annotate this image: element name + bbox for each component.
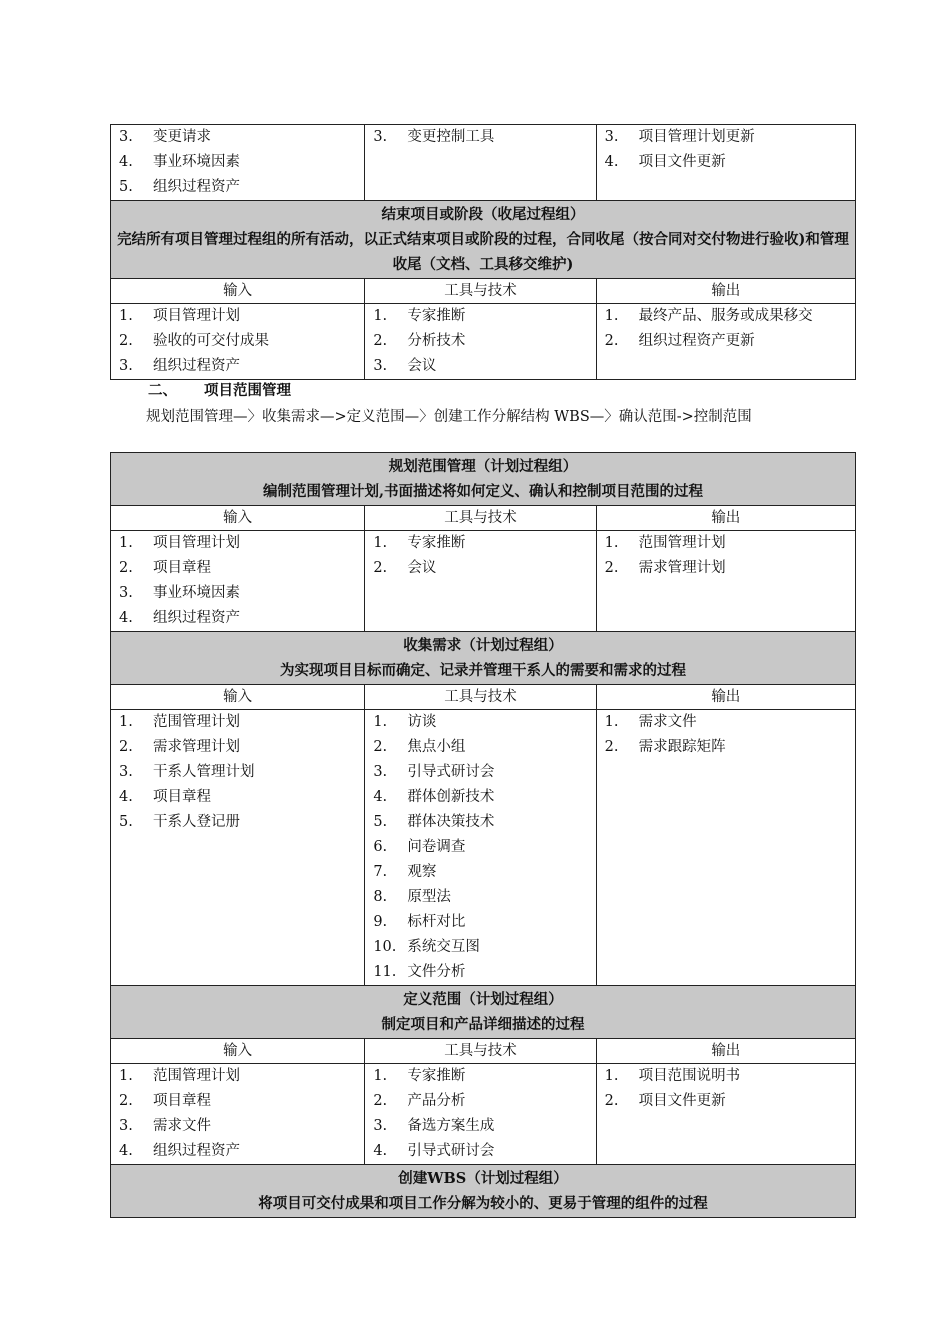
- item-number: 3.: [373, 764, 388, 780]
- item-text: 变更请求: [153, 129, 211, 145]
- item-text: 焦点小组: [407, 739, 466, 755]
- item-number: 1.: [119, 308, 133, 324]
- close-process-table: [110, 124, 856, 380]
- list-item: [597, 304, 855, 329]
- input-cell: [111, 125, 365, 201]
- item-text: 备选方案生成: [407, 1118, 495, 1134]
- item-number: 6.: [373, 839, 388, 855]
- process-header: [111, 201, 856, 279]
- item-text: 产品分析: [407, 1093, 466, 1109]
- section-heading: [148, 379, 291, 400]
- list-item: [365, 735, 595, 760]
- item-number: 4.: [119, 610, 133, 626]
- list-item: [597, 556, 855, 581]
- item-number: 2.: [604, 1093, 619, 1109]
- item-text: 观察: [407, 864, 437, 880]
- section-title: 项目范围管理: [204, 382, 291, 399]
- output-cell: [596, 531, 855, 632]
- item-number: 3.: [373, 1118, 388, 1134]
- item-text: 干系人登记册: [153, 814, 240, 830]
- list-item: [111, 125, 364, 150]
- item-number: 4.: [119, 154, 133, 170]
- item-text: 范围管理计划: [638, 535, 726, 551]
- item-text: 项目管理计划: [153, 308, 240, 324]
- col-output-label: 输出: [596, 1039, 855, 1064]
- col-input-label: 输入: [111, 506, 365, 531]
- process-items-row: [111, 531, 856, 632]
- item-text: 专家推断: [407, 535, 466, 551]
- list-item: [365, 531, 595, 556]
- item-number: 3.: [119, 129, 133, 145]
- list-item: [111, 1114, 364, 1139]
- item-number: 2.: [119, 1093, 133, 1109]
- item-text: 事业环境因素: [153, 154, 240, 170]
- list-item: [365, 1089, 595, 1114]
- item-text: 项目章程: [153, 560, 211, 576]
- list-item: [365, 960, 595, 985]
- list-item: [365, 760, 595, 785]
- output-cell: [596, 304, 855, 380]
- tools-cell: [365, 304, 596, 380]
- tools-cell: [365, 531, 596, 632]
- process-description: 为实现项目目标而确定、记录并管理干系人的需要和需求的过程: [280, 662, 686, 679]
- list-item: [111, 1064, 364, 1089]
- item-number: 1.: [373, 535, 388, 551]
- item-number: 2.: [373, 560, 388, 576]
- list-item: [597, 735, 855, 760]
- item-text: 项目章程: [153, 1093, 211, 1109]
- list-item: [365, 354, 595, 379]
- item-text: 最终产品、服务或成果移交: [638, 308, 813, 324]
- item-text: 需求管理计划: [153, 739, 240, 755]
- item-number: 8.: [373, 889, 388, 905]
- item-number: 1.: [119, 535, 133, 551]
- item-text: 组织过程资产: [153, 179, 240, 195]
- column-header-row: [111, 685, 856, 710]
- item-text: 项目管理计划: [153, 535, 240, 551]
- item-number: 5.: [119, 814, 133, 830]
- list-item: [365, 785, 595, 810]
- item-text: 项目管理计划更新: [638, 129, 755, 145]
- item-text: 会议: [407, 560, 437, 576]
- list-item: [597, 710, 855, 735]
- item-text: 文件分析: [407, 964, 466, 980]
- list-item: [111, 1089, 364, 1114]
- output-cell: [596, 710, 855, 986]
- item-number: 3.: [119, 358, 133, 374]
- item-number: 1.: [373, 308, 388, 324]
- list-item: [111, 785, 364, 810]
- item-text: 验收的可交付成果: [153, 333, 269, 349]
- item-text: 组织过程资产更新: [638, 333, 755, 349]
- item-number: 2.: [604, 333, 619, 349]
- list-item: [365, 835, 595, 860]
- process-items-row: [111, 1064, 856, 1165]
- item-text: 问卷调查: [407, 839, 466, 855]
- col-tools-label: 工具与技术: [365, 1039, 596, 1064]
- scope-management-table: [110, 452, 856, 1218]
- item-text: 事业环境因素: [153, 585, 240, 601]
- col-tools-label: 工具与技术: [365, 279, 596, 304]
- list-item: [111, 735, 364, 760]
- item-number: 3.: [119, 764, 133, 780]
- item-number: 10.: [373, 939, 397, 955]
- list-item: [111, 760, 364, 785]
- item-text: 引导式研讨会: [407, 1143, 495, 1159]
- item-number: 3.: [373, 129, 388, 145]
- item-text: 组织过程资产: [153, 1143, 240, 1159]
- continuation-row: [111, 125, 856, 201]
- process-header: [111, 453, 856, 506]
- list-item: [365, 910, 595, 935]
- item-text: 引导式研讨会: [407, 764, 495, 780]
- process-description: 将项目可交付成果和项目工作分解为较小的、更易于管理的组件的过程: [258, 1195, 708, 1212]
- item-text: 系统交互图: [407, 939, 480, 955]
- item-text: 组织过程资产: [153, 610, 240, 626]
- item-text: 专家推断: [407, 1068, 466, 1084]
- item-text: 需求文件: [638, 714, 697, 730]
- list-item: [597, 1064, 855, 1089]
- list-item: [111, 710, 364, 735]
- input-cell: [111, 304, 365, 380]
- process-items-row: [111, 304, 856, 380]
- col-output-label: 输出: [596, 279, 855, 304]
- list-item: [111, 556, 364, 581]
- col-output-label: 输出: [596, 685, 855, 710]
- item-number: 3.: [119, 1118, 133, 1134]
- item-number: 4.: [119, 1143, 133, 1159]
- column-header-row: [111, 279, 856, 304]
- item-number: 3.: [119, 585, 133, 601]
- process-description: 完结所有项目管理过程组的所有活动，以正式结束项目或阶段的过程，合同收尾（按合同对交付物进行验收)和管理收尾（文档、工具移交维护): [117, 231, 849, 273]
- item-text: 项目范围说明书: [638, 1068, 741, 1084]
- item-text: 范围管理计划: [153, 714, 240, 730]
- item-text: 需求管理计划: [638, 560, 726, 576]
- list-item: [597, 531, 855, 556]
- item-number: 2.: [119, 560, 133, 576]
- output-cell: [596, 1064, 855, 1165]
- list-item: [365, 304, 595, 329]
- col-input-label: 输入: [111, 685, 365, 710]
- item-number: 1.: [604, 714, 619, 730]
- item-number: 2.: [604, 739, 619, 755]
- item-text: 干系人管理计划: [153, 764, 255, 780]
- item-text: 标杆对比: [407, 914, 466, 930]
- item-number: 1.: [373, 714, 388, 730]
- item-number: 9.: [373, 914, 388, 930]
- list-item: [111, 354, 364, 379]
- item-number: 3.: [373, 358, 388, 374]
- list-item: [365, 810, 595, 835]
- tools-cell: [365, 710, 596, 986]
- item-number: 1.: [119, 714, 133, 730]
- item-number: 3.: [604, 129, 619, 145]
- list-item: [597, 1089, 855, 1114]
- item-number: 2.: [119, 333, 133, 349]
- list-item: [111, 531, 364, 556]
- process-title: 收集需求（计划过程组）: [403, 637, 563, 654]
- item-text: 专家推断: [407, 308, 466, 324]
- list-item: [111, 150, 364, 175]
- list-item: [597, 150, 855, 175]
- item-number: 4.: [119, 789, 133, 805]
- item-number: 2.: [373, 739, 388, 755]
- item-text: 访谈: [407, 714, 437, 730]
- item-number: 2.: [119, 739, 133, 755]
- item-number: 4.: [604, 154, 619, 170]
- process-flow-text: 规划范围管理—〉收集需求—>定义范围—〉创建工作分解结构 WBS—〉确认范围->控制范围: [146, 409, 752, 425]
- list-item: [111, 606, 364, 631]
- item-text: 需求跟踪矩阵: [638, 739, 726, 755]
- item-text: 原型法: [407, 889, 451, 905]
- list-item: [365, 125, 595, 150]
- col-tools-label: 工具与技术: [365, 506, 596, 531]
- item-number: 1.: [604, 535, 619, 551]
- item-text: 群体创新技术: [407, 789, 495, 805]
- item-text: 群体决策技术: [407, 814, 495, 830]
- col-input-label: 输入: [111, 1039, 365, 1064]
- list-item: [365, 329, 595, 354]
- item-text: 项目文件更新: [638, 154, 726, 170]
- item-number: 1.: [604, 308, 619, 324]
- item-number: 4.: [373, 789, 388, 805]
- list-item: [597, 125, 855, 150]
- list-item: [365, 1064, 595, 1089]
- item-number: 7.: [373, 864, 388, 880]
- process-header: [111, 986, 856, 1039]
- list-item: [365, 885, 595, 910]
- list-item: [111, 810, 364, 835]
- process-title: 创建WBS（计划过程组）: [398, 1170, 568, 1187]
- process-header: [111, 632, 856, 685]
- item-text: 变更控制工具: [407, 129, 495, 145]
- process-description: 编制范围管理计划,书面描述将如何定义、确认和控制项目范围的过程: [262, 483, 704, 500]
- item-number: 4.: [373, 1143, 388, 1159]
- item-text: 项目文件更新: [638, 1093, 726, 1109]
- list-item: [111, 581, 364, 606]
- input-cell: [111, 1064, 365, 1165]
- list-item: [111, 175, 364, 200]
- item-number: 1.: [373, 1068, 388, 1084]
- output-cell: [596, 125, 855, 201]
- item-number: 1.: [119, 1068, 133, 1084]
- item-text: 项目章程: [153, 789, 211, 805]
- process-title: 结束项目或阶段（收尾过程组）: [381, 206, 585, 223]
- col-tools-label: 工具与技术: [365, 685, 596, 710]
- item-number: 1.: [604, 1068, 619, 1084]
- item-number: 11.: [373, 964, 397, 980]
- column-header-row: [111, 506, 856, 531]
- list-item: [597, 329, 855, 354]
- item-text: 会议: [407, 358, 437, 374]
- section-number: 二、: [148, 382, 177, 399]
- item-number: 5.: [373, 814, 388, 830]
- process-description: 制定项目和产品详细描述的过程: [381, 1016, 585, 1033]
- process-header: [111, 1165, 856, 1218]
- list-item: [111, 304, 364, 329]
- list-item: [111, 329, 364, 354]
- list-item: [365, 556, 595, 581]
- list-item: [111, 1139, 364, 1164]
- col-input-label: 输入: [111, 279, 365, 304]
- list-item: [365, 1139, 595, 1164]
- process-title: 定义范围（计划过程组）: [403, 991, 563, 1008]
- list-item: [365, 710, 595, 735]
- column-header-row: [111, 1039, 856, 1064]
- item-number: 2.: [373, 333, 388, 349]
- process-items-row: [111, 710, 856, 986]
- item-text: 范围管理计划: [153, 1068, 240, 1084]
- col-output-label: 输出: [596, 506, 855, 531]
- item-number: 2.: [604, 560, 619, 576]
- list-item: [365, 935, 595, 960]
- tools-cell: [365, 125, 596, 201]
- list-item: [365, 1114, 595, 1139]
- input-cell: [111, 531, 365, 632]
- item-text: 分析技术: [407, 333, 466, 349]
- item-text: 组织过程资产: [153, 358, 240, 374]
- item-number: 5.: [119, 179, 133, 195]
- input-cell: [111, 710, 365, 986]
- item-number: 2.: [373, 1093, 388, 1109]
- tools-cell: [365, 1064, 596, 1165]
- item-text: 需求文件: [153, 1118, 211, 1134]
- list-item: [365, 860, 595, 885]
- process-title: 规划范围管理（计划过程组）: [388, 458, 578, 475]
